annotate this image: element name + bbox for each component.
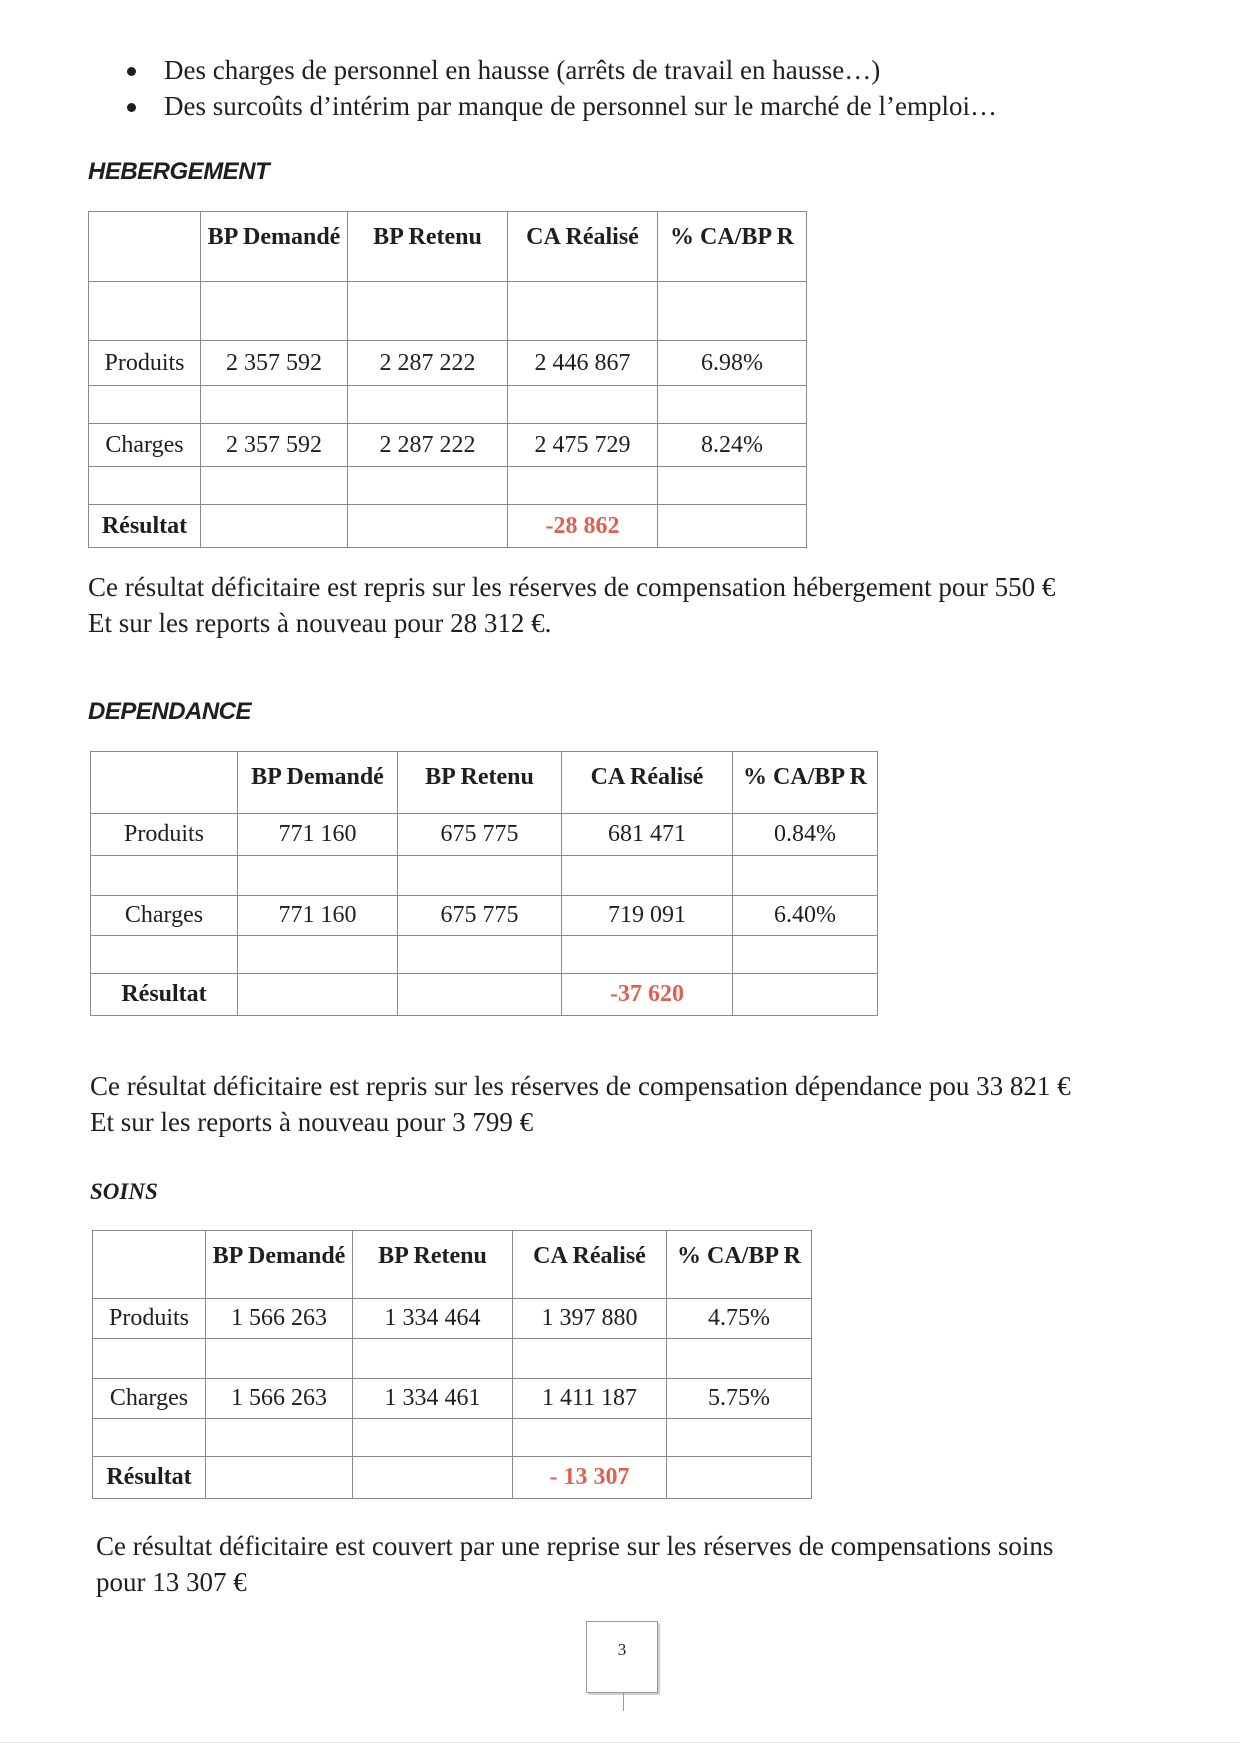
header-cell: % CA/BP R (658, 212, 807, 282)
cell-bp-retenu (353, 1457, 513, 1499)
cell-bp-demande: 771 160 (238, 896, 398, 936)
header-cell (91, 752, 238, 814)
header-cell: BP Demandé (238, 752, 398, 814)
table-empty-row (89, 467, 807, 505)
header-cell: CA Réalisé (508, 212, 658, 282)
section-title-dependance: DEPENDANCE (88, 698, 252, 725)
note-line: Et sur les reports à nouveau pour 3 799 € (90, 1107, 534, 1137)
cell-pct: 4.75% (667, 1299, 812, 1339)
cell-result-value: -28 862 (508, 505, 658, 548)
table-row-resultat (89, 505, 807, 548)
table-hebergement (88, 211, 807, 548)
header-cell: BP Retenu (353, 1231, 513, 1299)
cell-bp-demande (201, 505, 348, 548)
cell-bp-retenu: 675 775 (398, 896, 562, 936)
cell-ca-realise: 2 475 729 (508, 424, 658, 467)
cell-ca-realise: 2 446 867 (508, 341, 658, 386)
header-cell: CA Réalisé (513, 1231, 667, 1299)
table-row-charges (93, 1379, 812, 1419)
header-cell: % CA/BP R (733, 752, 878, 814)
cell-bp-demande: 2 357 592 (201, 424, 348, 467)
cell-result-value: - 13 307 (513, 1457, 667, 1499)
cell-bp-retenu: 1 334 461 (353, 1379, 513, 1419)
cell-pct: 0.84% (733, 814, 878, 856)
section-title-hebergement: HEBERGEMENT (88, 158, 270, 185)
cell-ca-realise: 681 471 (562, 814, 733, 856)
table-dependance (90, 751, 878, 1016)
note-soins (96, 1528, 1176, 1600)
bullet-dot-icon (127, 67, 136, 76)
cell-ca-realise: 1 397 880 (513, 1299, 667, 1339)
note-line: Et sur les reports à nouveau pour 28 312 €. (88, 608, 552, 638)
header-cell: CA Réalisé (562, 752, 733, 814)
bullet-item (120, 88, 1120, 124)
bullet-text: Des surcoûts d’intérim par manque de personnel sur le marché de l’emploi… (164, 91, 997, 121)
header-cell: BP Demandé (206, 1231, 353, 1299)
table-row-resultat (93, 1457, 812, 1499)
table-soins (92, 1230, 812, 1499)
row-label: Produits (89, 341, 201, 386)
table-row-charges (89, 424, 807, 467)
cell-ca-realise: 719 091 (562, 896, 733, 936)
cell-ca-realise: 1 411 187 (513, 1379, 667, 1419)
cell-bp-demande: 1 566 263 (206, 1379, 353, 1419)
header-cell: BP Retenu (348, 212, 508, 282)
table-empty-row (89, 282, 807, 341)
header-cell: BP Demandé (201, 212, 348, 282)
bullet-dot-icon (127, 103, 136, 112)
note-dependance (90, 1068, 1170, 1140)
table-empty-row (91, 856, 878, 896)
row-label: Charges (93, 1379, 206, 1419)
cell-pct: 6.98% (658, 341, 807, 386)
table-header-row (91, 752, 878, 814)
cell-bp-retenu: 1 334 464 (353, 1299, 513, 1339)
cell-pct (667, 1457, 812, 1499)
cell-bp-retenu (398, 974, 562, 1016)
row-label: Résultat (89, 505, 201, 548)
row-label: Produits (91, 814, 238, 856)
cell-pct (733, 974, 878, 1016)
bullet-text: Des charges de personnel en hausse (arrêts de travail en hausse…) (164, 55, 881, 85)
note-line: Ce résultat déficitaire est repris sur les réserves de compensation hébergement pour 550 € (88, 572, 1056, 602)
cell-pct: 5.75% (667, 1379, 812, 1419)
table-row-produits (93, 1299, 812, 1339)
table-row-charges (91, 896, 878, 936)
header-cell (93, 1231, 206, 1299)
table-empty-row (89, 386, 807, 424)
table-header-row (89, 212, 807, 282)
cell-bp-demande (238, 974, 398, 1016)
table-header-row (93, 1231, 812, 1299)
header-cell: % CA/BP R (667, 1231, 812, 1299)
table-row-resultat (91, 974, 878, 1016)
header-cell: BP Retenu (398, 752, 562, 814)
cell-bp-retenu (348, 505, 508, 548)
table-empty-row (93, 1339, 812, 1379)
cell-bp-retenu: 2 287 222 (348, 424, 508, 467)
table-row-produits (91, 814, 878, 856)
section-title-soins: SOINS (90, 1179, 158, 1204)
cell-pct: 8.24% (658, 424, 807, 467)
row-label: Produits (93, 1299, 206, 1339)
bullet-list (120, 52, 1120, 124)
cell-pct (658, 505, 807, 548)
bullet-item (120, 52, 1120, 88)
cell-bp-demande: 2 357 592 (201, 341, 348, 386)
cell-bp-retenu: 675 775 (398, 814, 562, 856)
cell-bp-demande: 771 160 (238, 814, 398, 856)
row-label: Charges (91, 896, 238, 936)
cell-bp-demande: 1 566 263 (206, 1299, 353, 1339)
page-bottom-line (0, 1742, 1240, 1743)
cell-pct: 6.40% (733, 896, 878, 936)
page-number: 3 (586, 1621, 658, 1693)
note-line: Ce résultat déficitaire est repris sur les réserves de compensation dépendance pou 33 821 € (90, 1071, 1071, 1101)
row-label: Résultat (93, 1457, 206, 1499)
header-cell (89, 212, 201, 282)
note-line: Ce résultat déficitaire est couvert par une reprise sur les réserves de compensations soins (96, 1531, 1054, 1561)
cell-bp-retenu: 2 287 222 (348, 341, 508, 386)
table-row-produits (89, 341, 807, 386)
note-hebergement (88, 569, 1168, 641)
table-empty-row (91, 936, 878, 974)
cell-bp-demande (206, 1457, 353, 1499)
row-label: Charges (89, 424, 201, 467)
cell-result-value: -37 620 (562, 974, 733, 1016)
note-line: pour 13 307 € (96, 1567, 247, 1597)
table-empty-row (93, 1419, 812, 1457)
row-label: Résultat (91, 974, 238, 1016)
page-number-tick (623, 1693, 624, 1711)
